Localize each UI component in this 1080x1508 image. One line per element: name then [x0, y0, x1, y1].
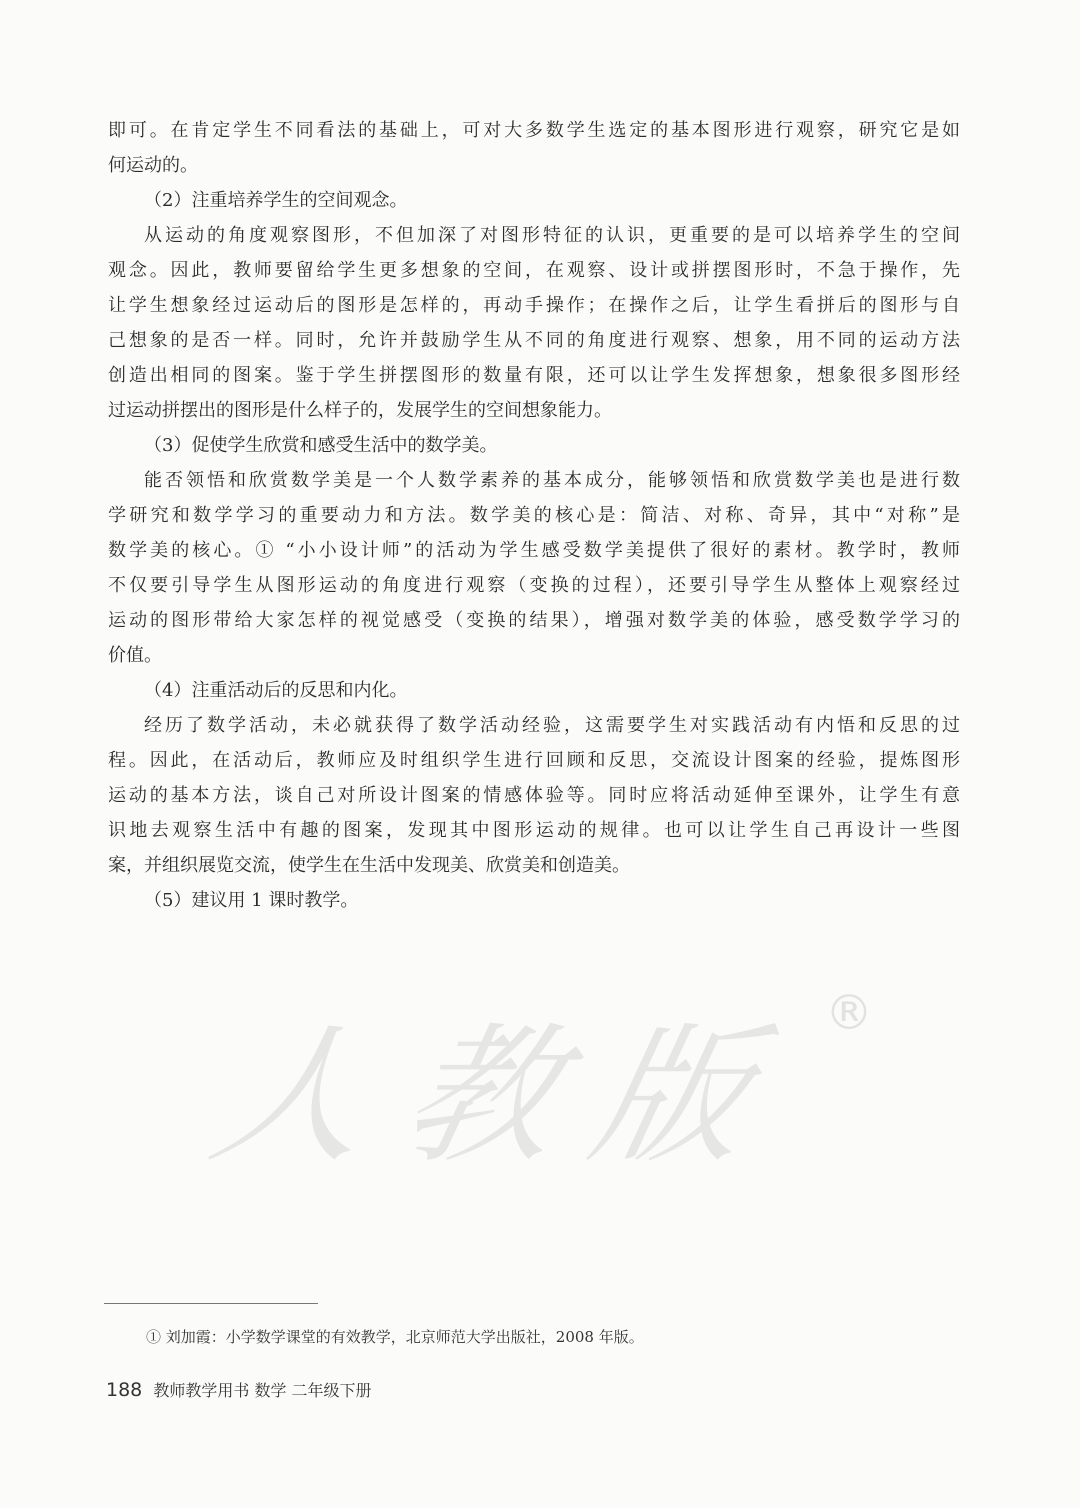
text-line: 经历了数学活动，未必就获得了数学活动经验，这需要学生对实践活动有内悟和反思的过 [144, 715, 960, 736]
text-line: 让学生想象经过运动后的图形是怎样的，再动手操作；在操作之后，让学生看拼后的图形与自 [108, 295, 960, 316]
text-line: 数学美的核心。① “小小设计师”的活动为学生感受数学美提供了很好的素材。教学时，教师 [108, 540, 960, 561]
text-line: 不仅要引导学生从图形运动的角度进行观察（变换的过程），还要引导学生从整体上观察经过 [108, 575, 960, 596]
text-line: 即可。在肯定学生不同看法的基础上，可对大多数学生选定的基本图形进行观察，研究它是如 [108, 120, 960, 141]
publisher-watermark [198, 965, 910, 1185]
text-line: 创造出相同的图案。鉴于学生拼摆图形的数量有限，还可以让学生发挥想象，想象很多图形经 [108, 365, 960, 386]
page-number: 188 [106, 1379, 143, 1401]
book-title: 教师教学用书 数学 二年级下册 [153, 1381, 372, 1400]
footnote-divider [104, 1303, 318, 1304]
text-line: 己想象的是否一样。同时，允许并鼓励学生从不同的角度进行观察、想象，用不同的运动方法 [108, 330, 960, 351]
text-line: （3）促使学生欣赏和感受生活中的数学美。 [144, 435, 498, 456]
text-line: 过运动拼摆出的图形是什么样子的，发展学生的空间想象能力。 [108, 400, 612, 421]
registered-mark: ® [825, 985, 873, 1041]
text-line: 学研究和数学学习的重要动力和方法。数学美的核心是：简洁、对称、奇异，其中“对称”是 [108, 505, 960, 526]
footnote: ① 刘加霞：小学数学课堂的有效教学，北京师范大学出版社，2008 年版。 [146, 1328, 644, 1346]
text-line: 运动的基本方法，谈自己对所设计图案的情感体验等。同时应将活动延伸至课外，让学生有意 [108, 785, 960, 806]
text-line: 运动的图形带给大家怎样的视觉感受（变换的结果），增强对数学美的体验，感受数学学习的 [108, 610, 960, 631]
text-line: 何运动的。 [108, 155, 198, 176]
body-text [108, 117, 960, 922]
watermark-logo: 人教版 [198, 1010, 806, 1184]
text-line: 从运动的角度观察图形，不但加深了对图形特征的认识，更重要的是可以培养学生的空间 [144, 225, 960, 246]
text-line: 识地去观察生活中有趣的图案，发现其中图形运动的规律。也可以让学生自己再设计一些图 [108, 820, 960, 841]
text-line: 程。因此，在活动后，教师应及时组织学生进行回顾和反思，交流设计图案的经验，提炼图形 [108, 750, 960, 771]
text-line: 能否领悟和欣赏数学美是一个人数学素养的基本成分，能够领悟和欣赏数学美也是进行数 [144, 470, 960, 491]
text-line: 观念。因此，教师要留给学生更多想象的空间，在观察、设计或拼摆图形时，不急于操作，先 [108, 260, 960, 281]
text-line: 价值。 [108, 645, 162, 666]
text-line: （4）注重活动后的反思和内化。 [144, 680, 408, 701]
page-footer [106, 1378, 372, 1401]
text-line: （2）注重培养学生的空间观念。 [144, 190, 408, 211]
text-line: 案，并组织展览交流，使学生在生活中发现美、欣赏美和创造美。 [108, 855, 630, 876]
text-line: （5）建议用 1 课时教学。 [144, 890, 359, 911]
